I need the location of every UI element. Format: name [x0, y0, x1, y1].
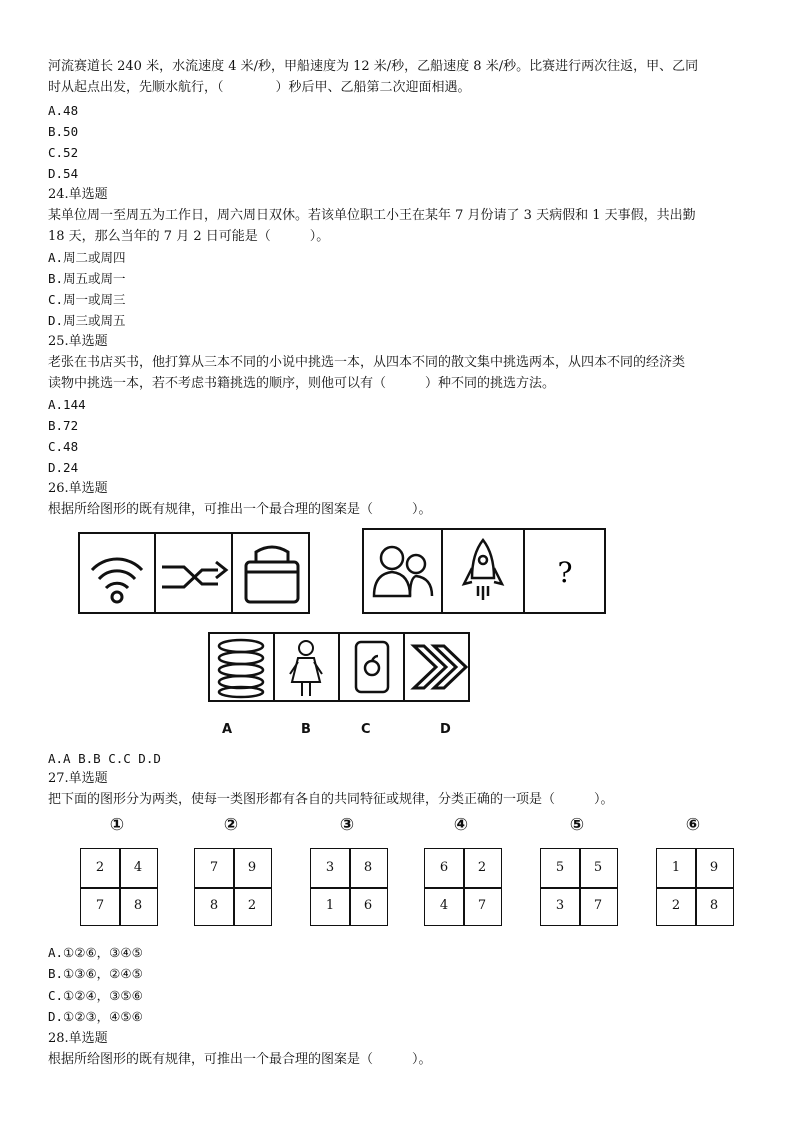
- q27-grid-cell: 8: [363, 860, 373, 875]
- woman-icon[interactable]: [290, 641, 322, 696]
- q23-option-d[interactable]: D.54: [48, 166, 79, 181]
- q25-text-line1: 老张在书店买书，他打算从三本不同的小说中挑选一本，从四本不同的散文集中挑选两本，从四本不同的经济类: [48, 355, 686, 370]
- q27-grid-cell: 7: [477, 898, 487, 913]
- q24-option-d[interactable]: D.周三或周五: [48, 313, 126, 328]
- q26-options-figure: [208, 632, 470, 702]
- q27-grid-cell: 5: [593, 860, 603, 875]
- crossing-arrow-icon: [162, 562, 226, 587]
- q27-grid-cell: 5: [555, 860, 565, 875]
- database-icon[interactable]: [219, 640, 263, 697]
- q27-figure-number-2: ②: [223, 815, 239, 835]
- q27-grid-cell: 3: [555, 898, 565, 913]
- question-mark: ?: [557, 556, 573, 589]
- q26-text-line1: 根据所给图形的既有规律，可推出一个最合理的图案是（ ）。: [48, 502, 432, 517]
- q26-label-d: D: [440, 722, 451, 737]
- q24-header: 24.单选题: [48, 187, 108, 202]
- q27-figure-grid-5: [540, 848, 618, 926]
- q27-grid-cell: 9: [247, 860, 257, 875]
- q27-grid-cell: 7: [209, 860, 219, 875]
- grid-divider-horizontal: [425, 887, 501, 889]
- q27-grid-cell: 6: [439, 860, 449, 875]
- rocket-icon: [464, 540, 502, 600]
- grid-divider-horizontal: [311, 887, 387, 889]
- q27-figure-number-5: ⑤: [569, 815, 585, 835]
- q27-grid-cell: 1: [325, 898, 335, 913]
- q26-options-text[interactable]: A.A B.B C.C D.D: [48, 751, 161, 766]
- bag-icon: [246, 547, 298, 602]
- wifi-icon: [92, 559, 142, 602]
- q27-option-d[interactable]: D.①②③，④⑤⑥: [48, 1009, 143, 1024]
- q27-option-b[interactable]: B.①③⑥，②④⑤: [48, 966, 143, 981]
- q26-sequence-right-svg: [362, 528, 606, 614]
- q27-grid-cell: 7: [593, 898, 603, 913]
- q27-grid-cell: 1: [671, 860, 681, 875]
- q25-text-line2: 读物中挑选一本，若不考虑书籍挑选的顺序，则他可以有（ ）种不同的挑选方法。: [48, 376, 556, 391]
- q26-sequence-left: [78, 532, 310, 614]
- q27-grid-cell: 8: [209, 898, 219, 913]
- q26-header: 26.单选题: [48, 481, 108, 496]
- users-icon: [374, 547, 432, 596]
- q27-grid-cell: 9: [709, 860, 719, 875]
- q27-grid-cell: 2: [671, 898, 681, 913]
- q24-text-line1: 某单位周一至周五为工作日，周六周日双休。若该单位职工小王在某年 7 月份请了 3 天病假和 1 天事假，共出勤: [48, 208, 696, 223]
- q23-option-c[interactable]: C.52: [48, 145, 79, 160]
- q27-grid-cell: 7: [95, 898, 105, 913]
- q25-option-b[interactable]: B.72: [48, 418, 79, 433]
- q27-grid-cell: 6: [363, 898, 373, 913]
- q27-grid-cell: 4: [439, 898, 449, 913]
- q27-figure-grid-1: [80, 848, 158, 926]
- q26-sequence-left-svg: [78, 532, 310, 614]
- q24-option-b[interactable]: B.周五或周一: [48, 271, 126, 286]
- q26-sequence-right: [362, 528, 606, 614]
- q27-figure-number-6: ⑥: [685, 815, 701, 835]
- q27-grid-cell: 3: [325, 860, 335, 875]
- q26-options-svg: [208, 632, 470, 702]
- q27-figure-number-3: ③: [339, 815, 355, 835]
- q27-figure-grid-2: [194, 848, 272, 926]
- q24-text-line2: 18 天，那么当年的 7 月 2 日可能是（ ）。: [48, 229, 330, 244]
- q27-grid-cell: 2: [95, 860, 105, 875]
- q25-option-d[interactable]: D.24: [48, 460, 79, 475]
- q23-option-b[interactable]: B.50: [48, 124, 79, 139]
- grid-divider-horizontal: [657, 887, 733, 889]
- q27-grid-cell: 8: [709, 898, 719, 913]
- q25-header: 25.单选题: [48, 334, 108, 349]
- q25-option-a[interactable]: A.144: [48, 397, 86, 412]
- q25-option-c[interactable]: C.48: [48, 439, 79, 454]
- q27-figure-number-1: ①: [109, 815, 125, 835]
- q27-grid-cell: 4: [133, 860, 143, 875]
- grid-divider-horizontal: [195, 887, 271, 889]
- q23-text-line2: 时从起点出发，先顺水航行，（ ）秒后甲、乙船第二次迎面相遇。: [48, 80, 471, 95]
- q26-label-b: B: [301, 722, 311, 737]
- q28-text-line1: 根据所给图形的既有规律，可推出一个最合理的图案是（ ）。: [48, 1052, 432, 1067]
- grid-divider-horizontal: [81, 887, 157, 889]
- q27-grid-cell: 8: [133, 898, 143, 913]
- q24-option-c[interactable]: C.周一或周三: [48, 292, 126, 307]
- q26-label-a: A: [222, 722, 233, 737]
- q24-option-a[interactable]: A.周二或周四: [48, 250, 126, 265]
- q23-option-a[interactable]: A.48: [48, 103, 79, 118]
- q26-label-c: C: [361, 722, 371, 737]
- q27-header: 27.单选题: [48, 771, 108, 786]
- q27-option-c[interactable]: C.①②④，③⑤⑥: [48, 988, 143, 1003]
- q27-option-a[interactable]: A.①②⑥，③④⑤: [48, 945, 143, 960]
- q23-text-line1: 河流赛道长 240 米，水流速度 4 米/秒，甲船速度为 12 米/秒，乙船速度 8 米/秒。比赛进行两次往返，甲、乙同: [48, 59, 699, 74]
- q27-grid-cell: 2: [247, 898, 257, 913]
- double-chevron-icon[interactable]: [414, 646, 466, 688]
- q27-figure-grid-6: [656, 848, 734, 926]
- q27-text-line1: 把下面的图形分为两类，使每一类图形都有各自的共同特征或规律，分类正确的一项是（ ）。: [48, 792, 614, 807]
- grid-divider-horizontal: [541, 887, 617, 889]
- q27-figure-grid-4: [424, 848, 502, 926]
- q27-grid-cell: 2: [477, 860, 487, 875]
- phone-apple-icon[interactable]: [356, 642, 388, 692]
- q28-header: 28.单选题: [48, 1031, 108, 1046]
- q27-figure-grid-3: [310, 848, 388, 926]
- q27-figure-number-4: ④: [453, 815, 469, 835]
